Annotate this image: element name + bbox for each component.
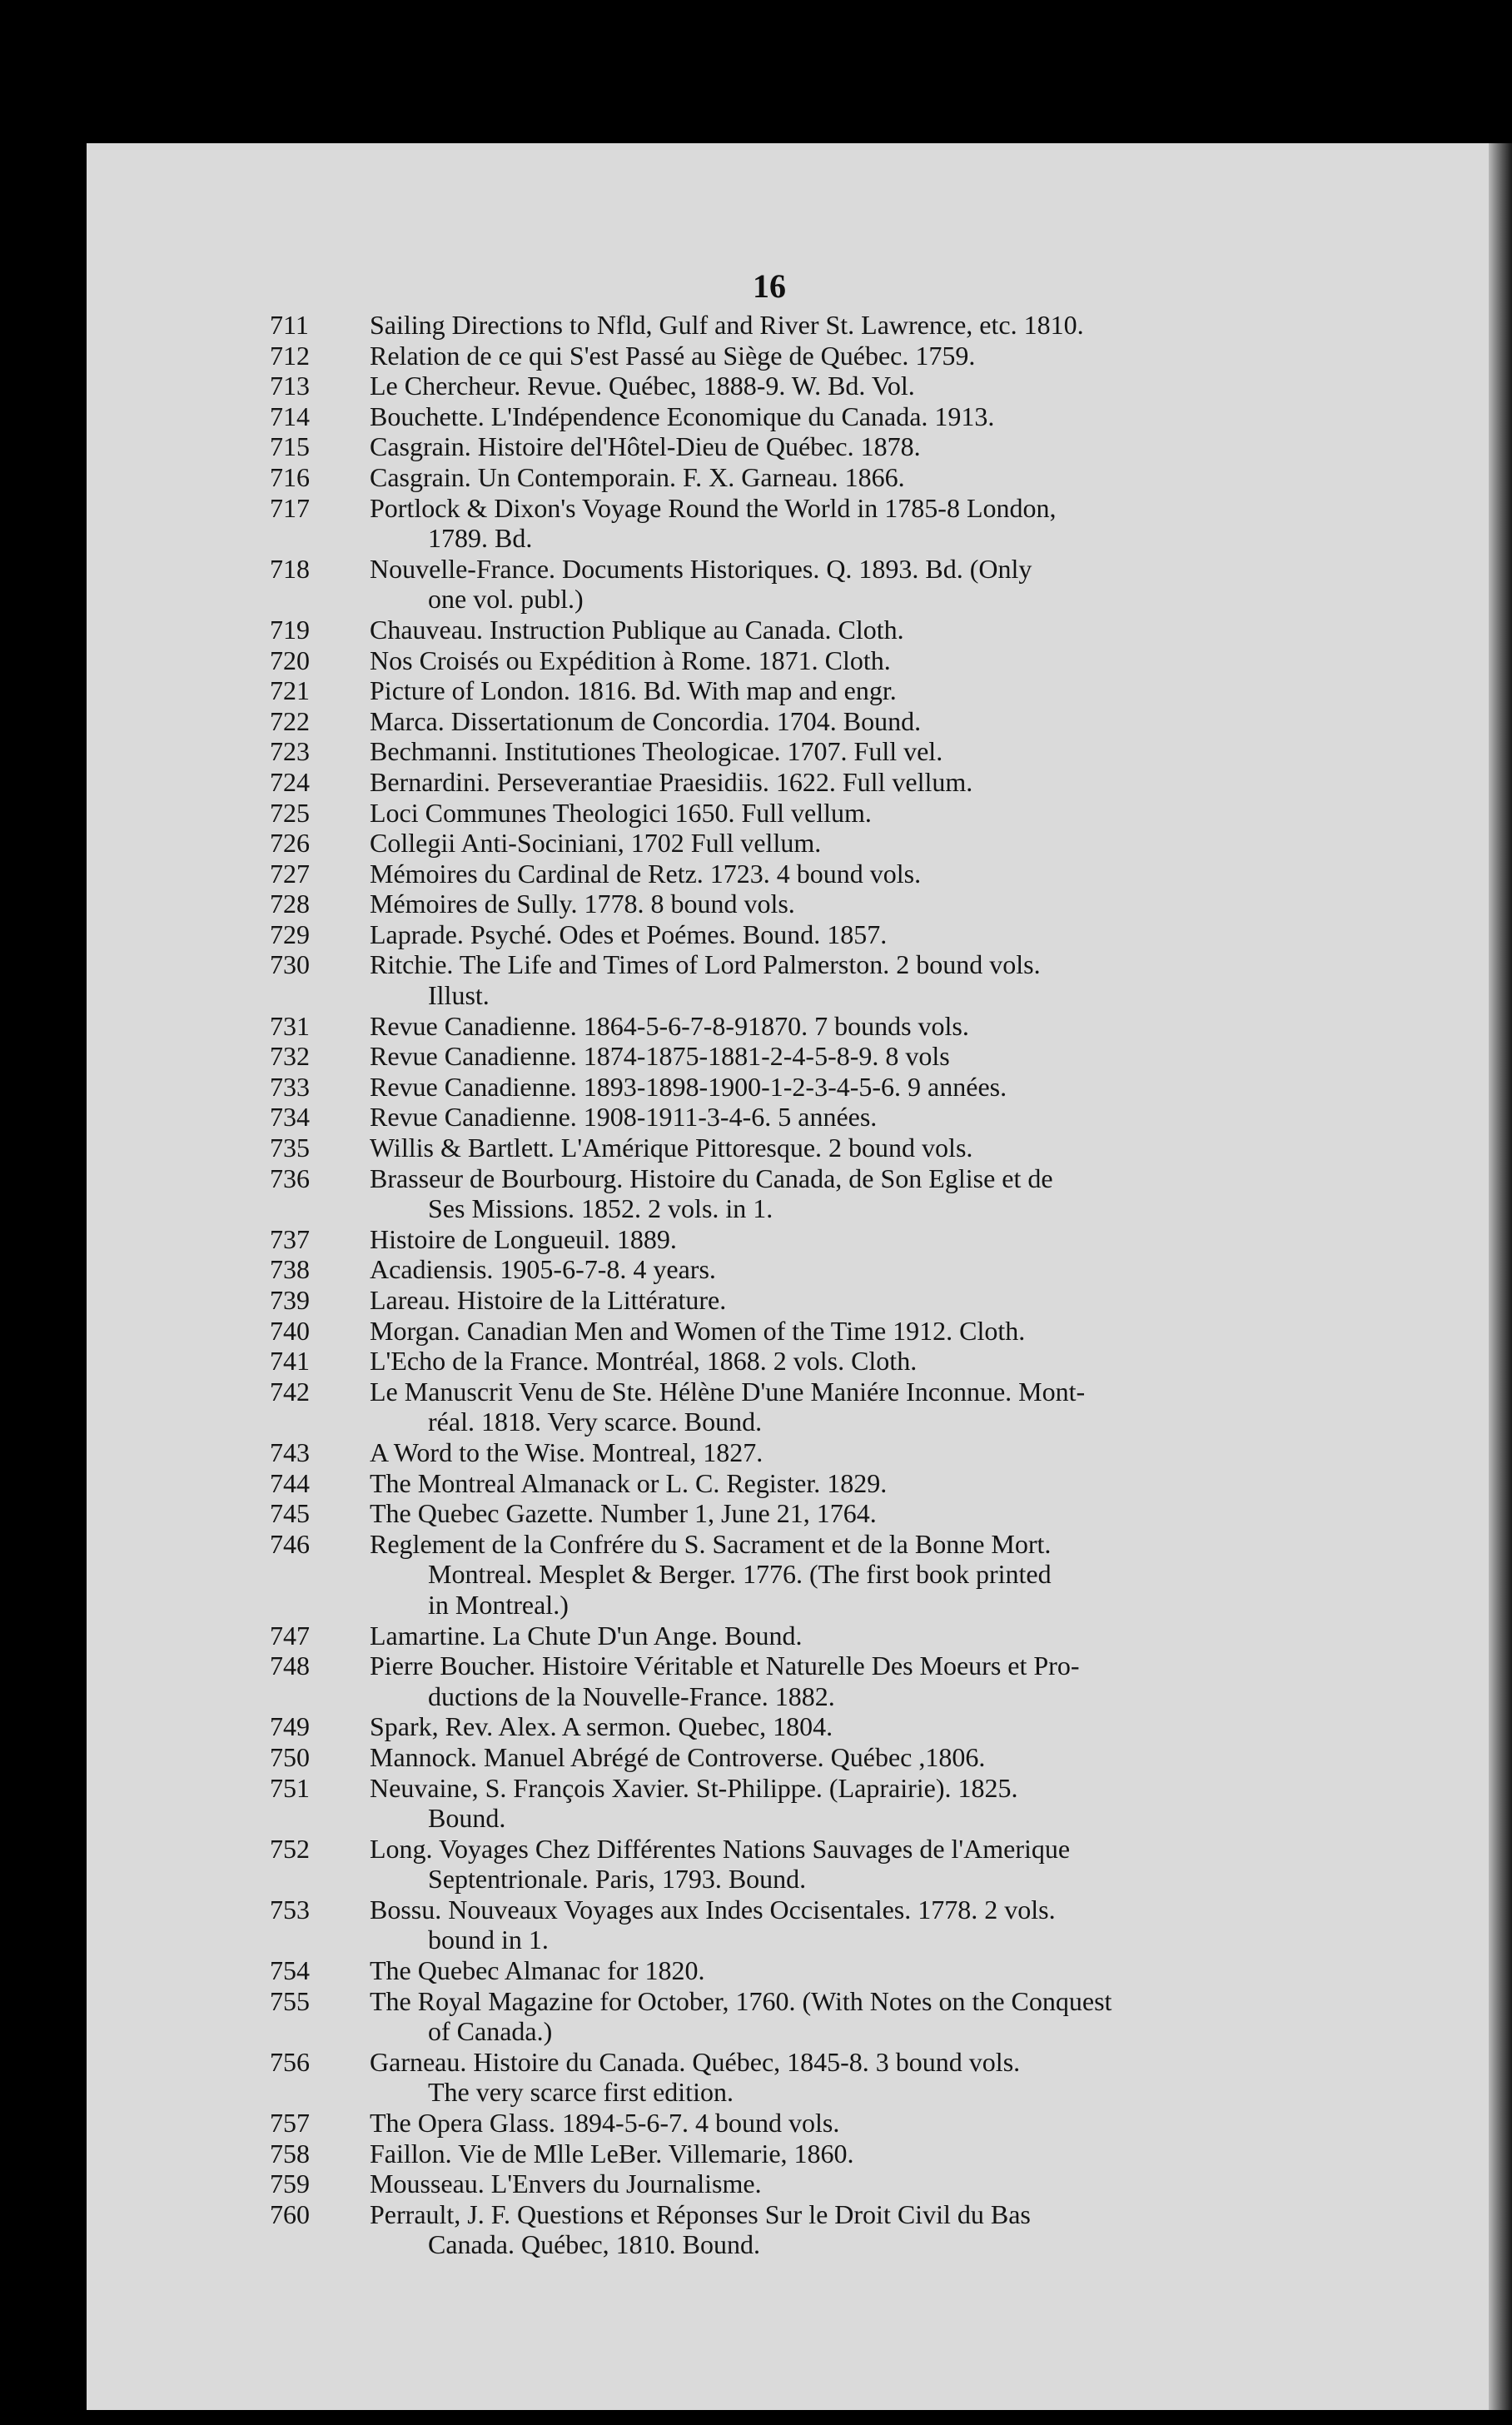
catalogue-entry bbox=[270, 431, 1427, 462]
entry-line: Revue Canadienne. 1893-1898-1900-1-2-3-4-5-6. 9 années. bbox=[370, 1071, 1007, 1102]
catalogue-entry bbox=[270, 1346, 1427, 1377]
catalogue-entry bbox=[270, 1621, 1427, 1651]
entry-number: 728 bbox=[270, 889, 310, 919]
catalogue-entry bbox=[270, 310, 1427, 341]
entry-number: 722 bbox=[270, 705, 310, 736]
entry-number: 737 bbox=[270, 1223, 310, 1254]
entry-text bbox=[370, 401, 1427, 432]
entry-number: 723 bbox=[270, 736, 310, 767]
catalogue-entry bbox=[270, 1711, 1427, 1742]
entry-line: Sailing Directions to Nfld, Gulf and River St. Lawrence, etc. 1810. bbox=[370, 310, 1084, 340]
catalogue-entry bbox=[270, 2139, 1427, 2169]
entry-number: 712 bbox=[270, 340, 310, 371]
entry-number: 716 bbox=[270, 461, 310, 492]
entry-number: 724 bbox=[270, 766, 310, 797]
catalogue-entry bbox=[270, 554, 1427, 615]
catalogue-entry bbox=[270, 675, 1427, 706]
entry-number: 734 bbox=[270, 1102, 310, 1133]
entry-number: 739 bbox=[270, 1285, 310, 1315]
entry-line: Casgrain. Un Contemporain. F. X. Garneau. 1866. bbox=[370, 461, 905, 492]
entry-text bbox=[370, 1163, 1427, 1224]
entry-number: 713 bbox=[270, 371, 310, 401]
entry-text bbox=[370, 2139, 1427, 2169]
entry-number: 715 bbox=[270, 431, 310, 462]
entry-line: The Opera Glass. 1894-5-6-7. 4 bound vols. bbox=[370, 2108, 840, 2139]
entry-number: 730 bbox=[270, 949, 310, 980]
entry-number: 729 bbox=[270, 919, 310, 949]
catalogue-entry bbox=[270, 2169, 1427, 2199]
entry-continuation-line: The very scarce first edition. bbox=[428, 2077, 734, 2108]
entry-text bbox=[370, 1316, 1427, 1347]
entry-line: Le Chercheur. Revue. Québec, 1888-9. W. Bd. Vol. bbox=[370, 371, 915, 401]
entry-text bbox=[370, 1773, 1427, 1834]
entry-number: 717 bbox=[270, 492, 310, 523]
entry-text bbox=[370, 1011, 1427, 1042]
catalogue-entry bbox=[270, 1316, 1427, 1347]
catalogue-entry bbox=[270, 1102, 1427, 1133]
entry-number: 736 bbox=[270, 1163, 310, 1193]
entry-continuation-line: of Canada.) bbox=[428, 2016, 553, 2047]
entry-continuation-line: 1789. Bd. bbox=[428, 523, 533, 554]
entry-continuation-line: Bound. bbox=[428, 1803, 506, 1834]
entry-line: The Royal Magazine for October, 1760. (With Notes on the Conquest bbox=[370, 1985, 1112, 2016]
entry-text bbox=[370, 645, 1427, 676]
entry-text bbox=[370, 1102, 1427, 1133]
entry-text bbox=[370, 675, 1427, 706]
entry-text bbox=[370, 859, 1427, 889]
entry-number: 740 bbox=[270, 1315, 310, 1346]
entry-number: 747 bbox=[270, 1620, 310, 1651]
entry-text bbox=[370, 1437, 1427, 1468]
entry-text bbox=[370, 2199, 1427, 2260]
entry-line: L'Echo de la France. Montréal, 1868. 2 vols. Cloth. bbox=[370, 1346, 918, 1377]
entry-line: Revue Canadienne. 1908-1911-3-4-6. 5 années. bbox=[370, 1102, 878, 1133]
entry-line: Nos Croisés ou Expédition à Rome. 1871. Cloth. bbox=[370, 645, 891, 675]
catalogue-entry bbox=[270, 645, 1427, 676]
entry-number: 725 bbox=[270, 797, 310, 828]
book-binding-edge bbox=[1489, 143, 1512, 2410]
entry-text bbox=[370, 919, 1427, 950]
catalogue-entry bbox=[270, 1254, 1427, 1285]
entry-line: Neuvaine, S. François Xavier. St-Philippe. (Laprairie). 1825. bbox=[370, 1772, 1018, 1803]
entry-number: 745 bbox=[270, 1498, 310, 1529]
catalogue-entry bbox=[270, 493, 1427, 554]
entry-number: 757 bbox=[270, 2108, 310, 2139]
entry-number: 750 bbox=[270, 1741, 310, 1772]
entry-text bbox=[370, 1285, 1427, 1316]
catalogue-entry bbox=[270, 706, 1427, 737]
entry-text bbox=[370, 431, 1427, 462]
catalogue-entry bbox=[270, 2047, 1427, 2108]
entry-line: Portlock & Dixon's Voyage Round the World in 1785-8 London, bbox=[370, 492, 1057, 523]
entry-text bbox=[370, 1254, 1427, 1285]
entry-text bbox=[370, 798, 1427, 829]
entry-continuation-line: Canada. Québec, 1810. Bound. bbox=[428, 2229, 761, 2260]
entry-continuation-line: Illust. bbox=[428, 980, 490, 1011]
entry-number: 755 bbox=[270, 1985, 310, 2016]
entry-line: Reglement de la Confrére du S. Sacrament et de la Bonne Mort. bbox=[370, 1528, 1052, 1559]
catalogue-entry bbox=[270, 2199, 1427, 2260]
entry-line: Bossu. Nouveaux Voyages aux Indes Occisentales. 1778. 2 vols. bbox=[370, 1894, 1056, 1925]
entry-number: 760 bbox=[270, 2198, 310, 2229]
entry-line: Garneau. Histoire du Canada. Québec, 1845-8. 3 bound vols. bbox=[370, 2046, 1021, 2077]
entry-number: 731 bbox=[270, 1010, 310, 1041]
catalogue-entry bbox=[270, 615, 1427, 645]
entry-number: 746 bbox=[270, 1528, 310, 1559]
entry-line: Ritchie. The Life and Times of Lord Palmerston. 2 bound vols. bbox=[370, 949, 1041, 980]
entry-text bbox=[370, 889, 1427, 919]
catalogue-entry-list bbox=[270, 310, 1427, 2260]
catalogue-entry bbox=[270, 859, 1427, 889]
entry-line: The Quebec Gazette. Number 1, June 21, 1764. bbox=[370, 1498, 877, 1529]
entry-line: Morgan. Canadian Men and Women of the Time 1912. Cloth. bbox=[370, 1315, 1026, 1346]
entry-continuation-line: in Montreal.) bbox=[428, 1589, 569, 1620]
entry-number: 727 bbox=[270, 858, 310, 889]
catalogue-entry bbox=[270, 1498, 1427, 1529]
entry-text bbox=[370, 615, 1427, 645]
entry-number: 741 bbox=[270, 1346, 310, 1377]
entry-line: Brasseur de Bourbourg. Histoire du Canada, de Son Eglise et de bbox=[370, 1163, 1053, 1193]
catalogue-entry bbox=[270, 889, 1427, 919]
catalogue-entry bbox=[270, 1011, 1427, 1042]
catalogue-entry bbox=[270, 462, 1427, 493]
entry-line: A Word to the Wise. Montreal, 1827. bbox=[370, 1437, 763, 1467]
entry-line: Nouvelle-France. Documents Historiques. Q. 1893. Bd. (Only bbox=[370, 553, 1032, 584]
entry-line: Le Manuscrit Venu de Ste. Hélène D'une Maniére Inconnue. Mont- bbox=[370, 1376, 1086, 1407]
entry-line: Lareau. Histoire de la Littérature. bbox=[370, 1285, 727, 1315]
entry-line: Histoire de Longueuil. 1889. bbox=[370, 1223, 677, 1254]
entry-text bbox=[370, 767, 1427, 798]
entry-text bbox=[370, 1955, 1427, 1986]
entry-continuation-line: Montreal. Mesplet & Berger. 1776. (The first book printed bbox=[428, 1559, 1052, 1590]
entry-text bbox=[370, 1498, 1427, 1529]
entry-line: The Quebec Almanac for 1820. bbox=[370, 1955, 705, 1986]
catalogue-entry bbox=[270, 1773, 1427, 1834]
entry-line: Willis & Bartlett. L'Amérique Pittoresque. 2 bound vols. bbox=[370, 1133, 973, 1163]
entry-number: 754 bbox=[270, 1955, 310, 1986]
catalogue-entry bbox=[270, 1377, 1427, 1437]
entry-line: Picture of London. 1816. Bd. With map and engr. bbox=[370, 675, 897, 706]
entry-number: 721 bbox=[270, 675, 310, 706]
catalogue-entry bbox=[270, 919, 1427, 950]
entry-number: 720 bbox=[270, 645, 310, 675]
entry-line: Mousseau. L'Envers du Journalisme. bbox=[370, 2169, 762, 2199]
entry-text bbox=[370, 2169, 1427, 2199]
entry-text bbox=[370, 2108, 1427, 2139]
entry-continuation-line: bound in 1. bbox=[428, 1925, 549, 1955]
entry-number: 756 bbox=[270, 2046, 310, 2077]
catalogue-entry bbox=[270, 1285, 1427, 1316]
catalogue-entry bbox=[270, 767, 1427, 798]
entry-continuation-line: Septentrionale. Paris, 1793. Bound. bbox=[428, 1864, 807, 1895]
entry-number: 749 bbox=[270, 1711, 310, 1742]
entry-text bbox=[370, 1072, 1427, 1103]
catalogue-entry bbox=[270, 798, 1427, 829]
entry-number: 738 bbox=[270, 1254, 310, 1285]
catalogue-entry bbox=[270, 828, 1427, 859]
catalogue-entry bbox=[270, 1133, 1427, 1163]
entry-number: 726 bbox=[270, 828, 310, 859]
entry-number: 719 bbox=[270, 614, 310, 645]
catalogue-entry bbox=[270, 401, 1427, 432]
entry-number: 744 bbox=[270, 1467, 310, 1498]
page-number: 16 bbox=[753, 267, 786, 305]
entry-number: 752 bbox=[270, 1833, 310, 1864]
entry-text bbox=[370, 1895, 1427, 1955]
entry-text bbox=[370, 1133, 1427, 1163]
catalogue-entry bbox=[270, 1955, 1427, 1986]
catalogue-entry bbox=[270, 1742, 1427, 1773]
entry-number: 743 bbox=[270, 1437, 310, 1467]
entry-line: Long. Voyages Chez Différentes Nations Sauvages de l'Amerique bbox=[370, 1833, 1071, 1864]
catalogue-entry bbox=[270, 1651, 1427, 1711]
catalogue-entry bbox=[270, 1224, 1427, 1255]
entry-text bbox=[370, 706, 1427, 737]
entry-text bbox=[370, 736, 1427, 767]
entry-line: Laprade. Psyché. Odes et Poémes. Bound. 1857. bbox=[370, 919, 888, 949]
entry-continuation-line: réal. 1818. Very scarce. Bound. bbox=[428, 1407, 763, 1437]
catalogue-entry bbox=[270, 1895, 1427, 1955]
entry-line: Bechmanni. Institutiones Theologicae. 1707. Full vel. bbox=[370, 736, 943, 767]
entry-line: The Montreal Almanack or L. C. Register. 1829. bbox=[370, 1467, 888, 1498]
entry-line: Casgrain. Histoire del'Hôtel-Dieu de Québec. 1878. bbox=[370, 431, 921, 462]
entry-number: 732 bbox=[270, 1041, 310, 1072]
entry-line: Lamartine. La Chute D'un Ange. Bound. bbox=[370, 1620, 803, 1651]
entry-line: Collegii Anti-Sociniani, 1702 Full vellum. bbox=[370, 828, 822, 859]
entry-number: 758 bbox=[270, 2138, 310, 2169]
entry-line: Faillon. Vie de Mlle LeBer. Villemarie, 1860. bbox=[370, 2138, 854, 2169]
catalogue-entry bbox=[270, 2108, 1427, 2139]
entry-line: Revue Canadienne. 1864-5-6-7-8-91870. 7 bounds vols. bbox=[370, 1010, 969, 1041]
entry-line: Loci Communes Theologici 1650. Full vellum. bbox=[370, 797, 872, 828]
entry-line: Marca. Dissertationum de Concordia. 1704. Bound. bbox=[370, 705, 922, 736]
catalogue-entry bbox=[270, 1529, 1427, 1621]
catalogue-entry bbox=[270, 1072, 1427, 1103]
entry-number: 735 bbox=[270, 1133, 310, 1163]
entry-text bbox=[370, 2047, 1427, 2108]
entry-text bbox=[370, 341, 1427, 371]
catalogue-entry bbox=[270, 949, 1427, 1010]
entry-number: 759 bbox=[270, 2169, 310, 2199]
entry-text bbox=[370, 1986, 1427, 2047]
entry-text bbox=[370, 554, 1427, 615]
catalogue-entry bbox=[270, 341, 1427, 371]
entry-number: 733 bbox=[270, 1071, 310, 1102]
entry-text bbox=[370, 1224, 1427, 1255]
entry-text bbox=[370, 493, 1427, 554]
entry-number: 718 bbox=[270, 553, 310, 584]
entry-continuation-line: ductions de la Nouvelle-France. 1882. bbox=[428, 1681, 835, 1711]
entry-text bbox=[370, 1377, 1427, 1437]
entry-line: Mémoires de Sully. 1778. 8 bound vols. bbox=[370, 889, 795, 919]
entry-line: Perrault, J. F. Questions et Réponses Sur le Droit Civil du Bas bbox=[370, 2198, 1031, 2229]
catalogue-entry bbox=[270, 1986, 1427, 2047]
entry-text bbox=[370, 1742, 1427, 1773]
entry-line: Bernardini. Perseverantiae Praesidiis. 1622. Full vellum. bbox=[370, 766, 973, 797]
entry-number: 753 bbox=[270, 1894, 310, 1925]
entry-line: Bouchette. L'Indépendence Economique du Canada. 1913. bbox=[370, 401, 995, 431]
entry-line: Mémoires du Cardinal de Retz. 1723. 4 bound vols. bbox=[370, 858, 922, 889]
entry-text bbox=[370, 462, 1427, 493]
entry-line: Revue Canadienne. 1874-1875-1881-2-4-5-8-9. 8 vols bbox=[370, 1041, 950, 1072]
entry-number: 742 bbox=[270, 1376, 310, 1407]
entry-line: Mannock. Manuel Abrégé de Controverse. Québec ,1806. bbox=[370, 1741, 986, 1772]
catalogue-entry bbox=[270, 1163, 1427, 1224]
entry-text bbox=[370, 1621, 1427, 1651]
entry-text bbox=[370, 1834, 1427, 1895]
entry-line: Pierre Boucher. Histoire Véritable et Naturelle Des Moeurs et Pro- bbox=[370, 1651, 1080, 1681]
entry-number: 748 bbox=[270, 1651, 310, 1681]
entry-text bbox=[370, 1041, 1427, 1072]
catalogue-entry bbox=[270, 1041, 1427, 1072]
entry-continuation-line: Ses Missions. 1852. 2 vols. in 1. bbox=[428, 1193, 773, 1224]
entry-text bbox=[370, 1529, 1427, 1621]
catalogue-entry bbox=[270, 1437, 1427, 1468]
catalogue-entry bbox=[270, 371, 1427, 401]
entry-text bbox=[370, 310, 1427, 341]
entry-text bbox=[370, 828, 1427, 859]
entry-text bbox=[370, 371, 1427, 401]
entry-line: Spark, Rev. Alex. A sermon. Quebec, 1804. bbox=[370, 1711, 833, 1742]
entry-line: Relation de ce qui S'est Passé au Siège de Québec. 1759. bbox=[370, 340, 976, 371]
entry-text bbox=[370, 1711, 1427, 1742]
catalogue-entry bbox=[270, 736, 1427, 767]
entry-number: 711 bbox=[270, 310, 309, 340]
entry-line: Acadiensis. 1905-6-7-8. 4 years. bbox=[370, 1254, 716, 1285]
entry-line: Chauveau. Instruction Publique au Canada. Cloth. bbox=[370, 614, 904, 645]
entry-continuation-line: one vol. publ.) bbox=[428, 584, 584, 615]
catalogue-entry bbox=[270, 1834, 1427, 1895]
entry-text bbox=[370, 949, 1427, 1010]
entry-text bbox=[370, 1651, 1427, 1711]
entry-text bbox=[370, 1346, 1427, 1377]
entry-number: 714 bbox=[270, 401, 310, 431]
entry-number: 751 bbox=[270, 1772, 310, 1803]
catalogue-entry bbox=[270, 1468, 1427, 1499]
entry-text bbox=[370, 1468, 1427, 1499]
document-page bbox=[87, 143, 1512, 2410]
